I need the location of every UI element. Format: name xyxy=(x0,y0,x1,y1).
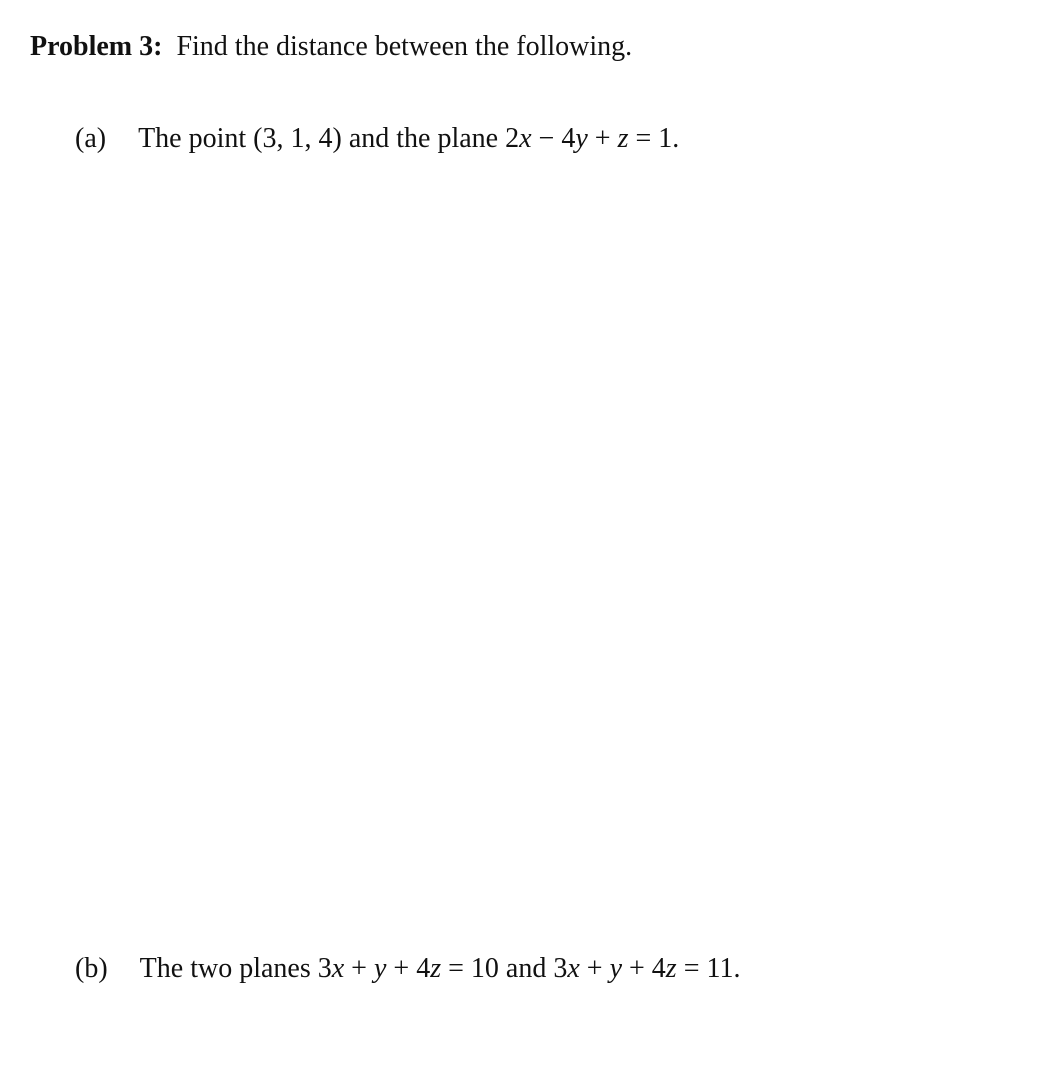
part-b-plane-equation-1: 3x + y + 4z = 10 xyxy=(317,953,499,984)
problem-instruction: Find the distance between the following. xyxy=(176,31,633,62)
part-b xyxy=(75,955,740,983)
part-b-text-middle: and xyxy=(505,953,547,984)
part-a xyxy=(75,125,679,153)
part-a-text-middle: and the plane xyxy=(348,123,499,154)
part-a-point: (3, 1, 4) xyxy=(253,123,342,154)
part-b-text-before: The two planes xyxy=(139,953,311,984)
problem-label: Problem 3: xyxy=(30,31,163,62)
part-a-text-before: The point xyxy=(138,123,247,154)
part-b-label: (b) xyxy=(75,953,108,984)
part-a-label: (a) xyxy=(75,123,107,154)
problem-heading xyxy=(30,33,632,61)
part-b-plane-equation-2: 3x + y + 4z = 11. xyxy=(553,953,741,984)
part-a-plane-equation: 2x − 4y + z = 1. xyxy=(505,123,680,154)
